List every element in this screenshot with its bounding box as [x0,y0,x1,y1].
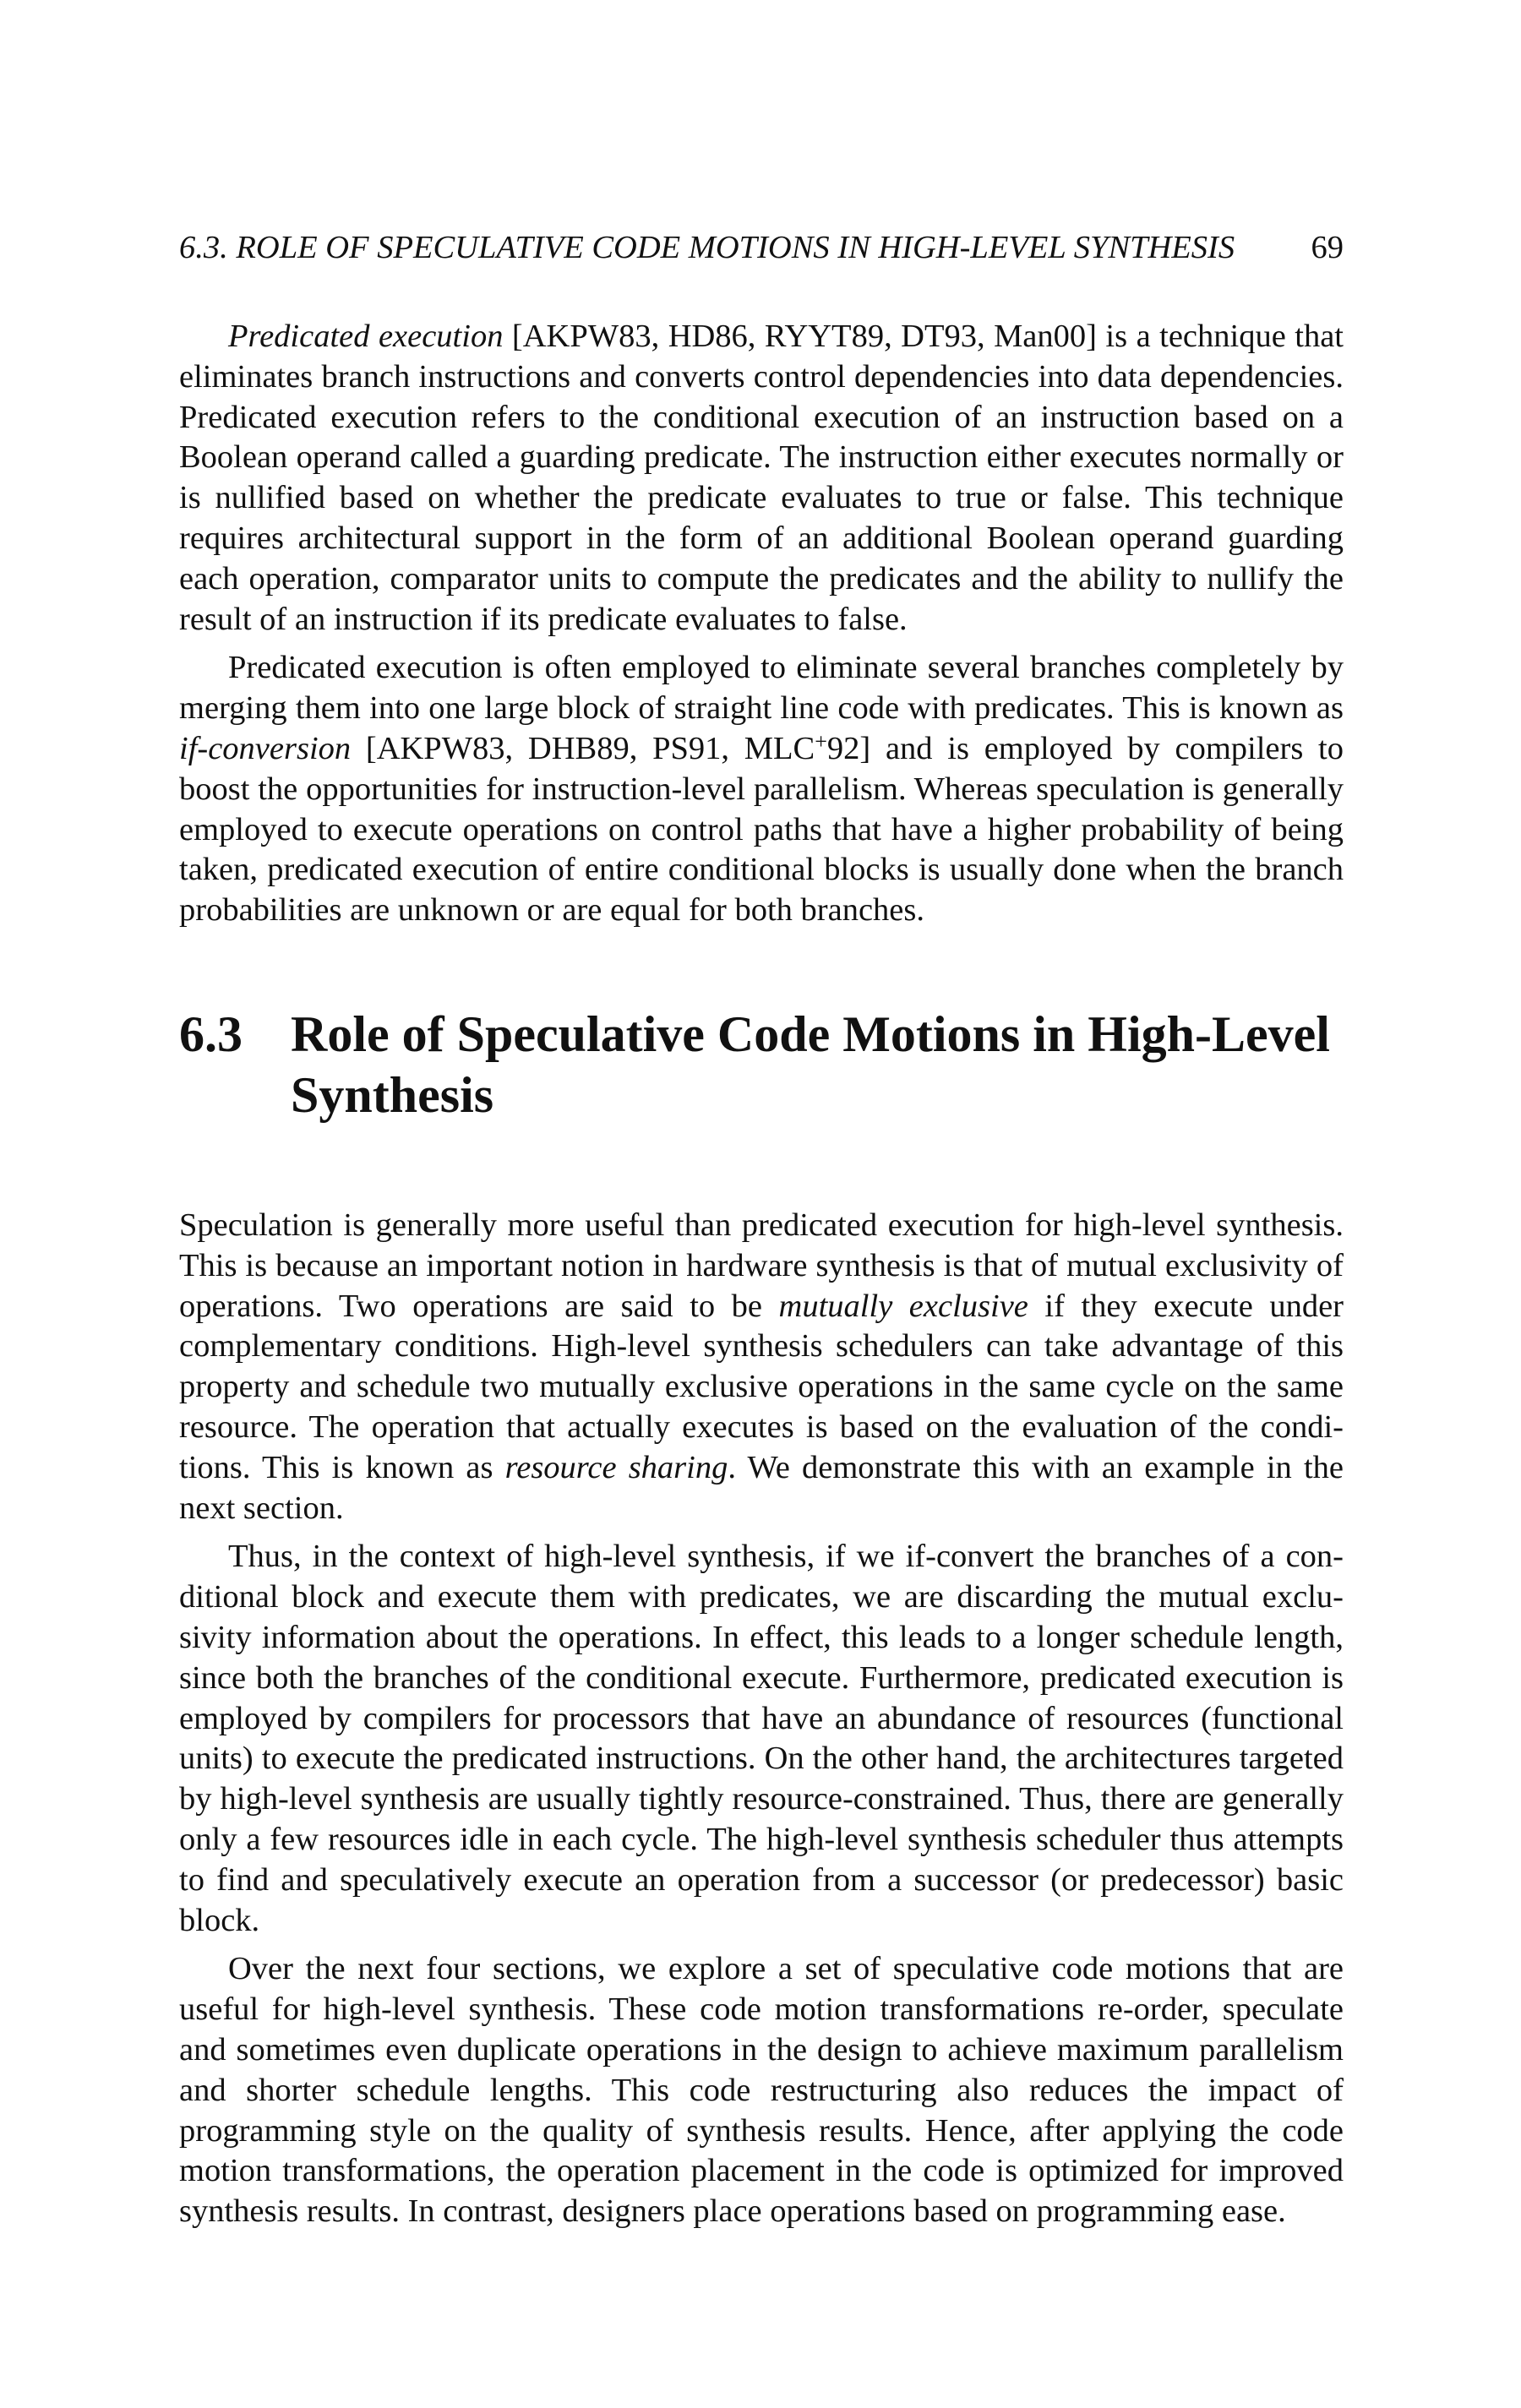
paragraph-if-conversion [179,648,1344,931]
citation-superscript: + [815,728,827,754]
paragraph-text: if they execute under complementary conditions. High-level synthesis schedulers can take advantage of this property and schedule two mutually exclusive operations in the same cycle on the same resource. The operation that actually executes is based on the evaluation of the conditions. This is known as [179,1288,1344,1485]
paragraph-speculation [179,1206,1344,1528]
paragraph-text: Predicated execution is often employed to eliminate several branches completely by merging them into one large block of straight line code with predicates. This is known as [179,650,1344,727]
intro-text [179,317,1344,940]
running-head-title: 6.3. ROLE OF SPECULATIVE CODE MOTIONS IN HIGH-LEVEL SYNTHESIS [179,230,1235,265]
term-mutually-exclusive: mutually exclusive [778,1288,1028,1324]
paragraph-predicated-execution [179,317,1344,640]
citation-end: 92] [826,730,871,766]
section-heading [179,1004,1344,1125]
term-resource-sharing: resource sharing [504,1449,728,1485]
term-predicated-execution: Predicated execution [228,319,504,354]
paragraph-if-convert-context: Thus, in the context of high-level synthesis, if we if-convert the branches of a conditional block and execute them with predicates, we are discarding the mutual exclusivity information about the operations. In effect, this leads to a longer schedule length, since both the branches of the conditional execute. Furthermore, predicated execution is employed by compilers for processors that have an abundance of resources (functional units) to execute the predicated instructions. On the other hand, the architectures targeted by high-level synthesis are usually tightly resource-constrained. Thus, there are generally only a few resources idle in each cycle. The high-level synthesis scheduler thus attempts to find and speculatively execute an operation from a successor (or predecessor) basic block. [179,1539,1344,1938]
paragraph-text: [AKPW83, HD86, RYYT89, DT93, Man00] is a technique that eliminates branch instructions and converts control dependencies into data dependencies. Predicated execution refers to the conditional execution of an instruction based on a Boolean operand called a guarding predicate. The instruction either executes normally or is nullified based on whether the predicate evaluates to true or false. This technique requires architectural support in the form of an additional Boolean operand guarding each operation, comparator units to compute the predicates and the ability to nullify the result of an instruction if its predicate evaluates to false. [179,319,1344,637]
section-body [179,1206,1344,2241]
section-number: 6.3 [179,1006,243,1062]
citation: [AKPW83, DHB89, PS91, MLC [351,730,815,766]
paragraph-text: Speculation is generally more useful than predicated execution for high-level synthesis. This is because an important notion in hardware synthesis is that of mutual exclusivity of operations. Two operations are said to be [179,1207,1344,1324]
term-if-conversion: if-conversion [179,730,352,766]
paragraph-code-motions: Over the next four sections, we explore a set of speculative code motions that are useful for high-level synthesis. These code motion transformations re-order, speculate and sometimes even duplicate operations in the design to achieve maximum parallelism and shorter schedule lengths. This code restructuring also reduces the impact of programming style on the quality of synthesis results. Hence, after applying the code motion transformations, the operation placement in the code is optimized for improved synthesis results. In contrast, designers place operations based on programming ease. [179,1951,1344,2230]
page-number: 69 [1311,230,1344,265]
paragraph-text: . We demonstrate this with an example in the next section. [179,1449,1344,1526]
paragraph-text: and is employed by compilers to boost the opportunities for instruction-level parallelism. Whereas speculation is generally employed to execute operations on control paths that have a higher probability of being taken, predicated execution of entire conditional blocks is usually done when the branch probabilities are unknown or are equal for both branches. [179,730,1344,929]
section-title: Role of Speculative Code Motions in High-Level Synthesis [291,1006,1330,1123]
running-head [179,226,1344,269]
